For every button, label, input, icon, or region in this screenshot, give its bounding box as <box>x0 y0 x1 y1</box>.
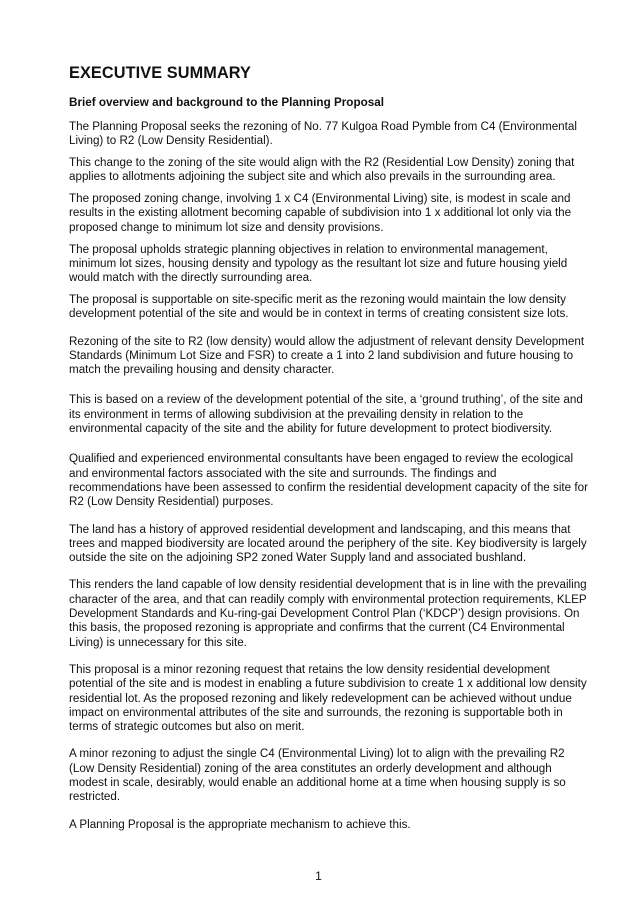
paragraph-6: Rezoning of the site to R2 (low density) would allow the adjustment of relevant density Development Standards (Minimum Lot Size and FSR) to create a 1 into 2 land subdivision and future housing to match the prevailing housing and density character. <box>69 334 585 377</box>
document-body <box>69 64 589 832</box>
paragraph-2: This change to the zoning of the site would align with the R2 (Residential Low Density) zoning that applies to allotments adjoining the subject site and which also prevails in the surrounding area. <box>69 156 575 184</box>
paragraph-9: The land has a history of approved residential development and landscaping, and this means that trees and mapped biodiversity are located around the periphery of the site. Key biodiversity is largely outside the site on the adjoining SP2 zoned Water Supply land and associated bushland. <box>69 522 587 565</box>
section-heading: Brief overview and background to the Planning Proposal <box>69 96 384 109</box>
paragraph-3: The proposed zoning change, involving 1 x C4 (Environmental Living) site, is modest in scale and results in the existing allotment becoming capable of subdivision into 1 x additional lot only via the proposed change to minimum lot size and density provisions. <box>69 192 572 234</box>
paragraph-1: The Planning Proposal seeks the rezoning of No. 77 Kulgoa Road Pymble from C4 (Environmental Living) to R2 (Low Density Residential). <box>69 120 577 148</box>
paragraph-13: A Planning Proposal is the appropriate mechanism to achieve this. <box>69 817 411 831</box>
page-title: EXECUTIVE SUMMARY <box>69 64 252 82</box>
paragraph-10: This renders the land capable of low density residential development that is in line with the prevailing character of the area, and that can readily comply with environmental protection requirements, KLEP Development Standards and Ku-ring-gai Development Control Plan (‘KDCP’) design provisions. On this basis, the proposed rezoning is appropriate and confirms that the current (C4 Environmental Living) is unnecessary for this site. <box>69 578 587 649</box>
paragraph-12: A minor rezoning to adjust the single C4 (Environmental Living) lot to align with the prevailing R2 (Low Density Residential) zoning of the area constitutes an orderly development and although modest in scale, desirably, would enable an additional home at a time when housing supply is so restricted. <box>69 747 566 804</box>
page-number: 1 <box>315 869 322 883</box>
paragraph-7: This is based on a review of the development potential of the site, a ‘ground truthing’, of the site and its environment in terms of allowing subdivision at the prevailing density in relation to the environmental capacity of the site and the ability for future development to protect biodiversity. <box>69 393 583 436</box>
paragraph-8: Qualified and experienced environmental consultants have been engaged to review the ecological and environmental factors associated with the site and surrounds. The findings and recommendations have been assessed to confirm the residential development capacity of the site for R2 (Low Density Residential) purposes. <box>69 452 588 509</box>
paragraph-5: The proposal is supportable on site-specific merit as the rezoning would maintain the low density development potential of the site and would be in context in terms of creating consistent size lots. <box>69 292 569 321</box>
paragraph-4: The proposal upholds strategic planning objectives in relation to environmental management, minimum lot sizes, housing density and typology as the resultant lot size and future housing yield would match with the directly surrounding area. <box>69 242 568 285</box>
paragraph-11: This proposal is a minor rezoning request that retains the low density residential development potential of the site and is modest in enabling a future subdivision to create 1 x additional low density residential lot. As the proposed rezoning and likely redevelopment can be achieved without undue impact on environmental attributes of the site and surrounds, the rezoning is supportable both in terms of strategic outcomes but also on merit. <box>69 662 587 734</box>
